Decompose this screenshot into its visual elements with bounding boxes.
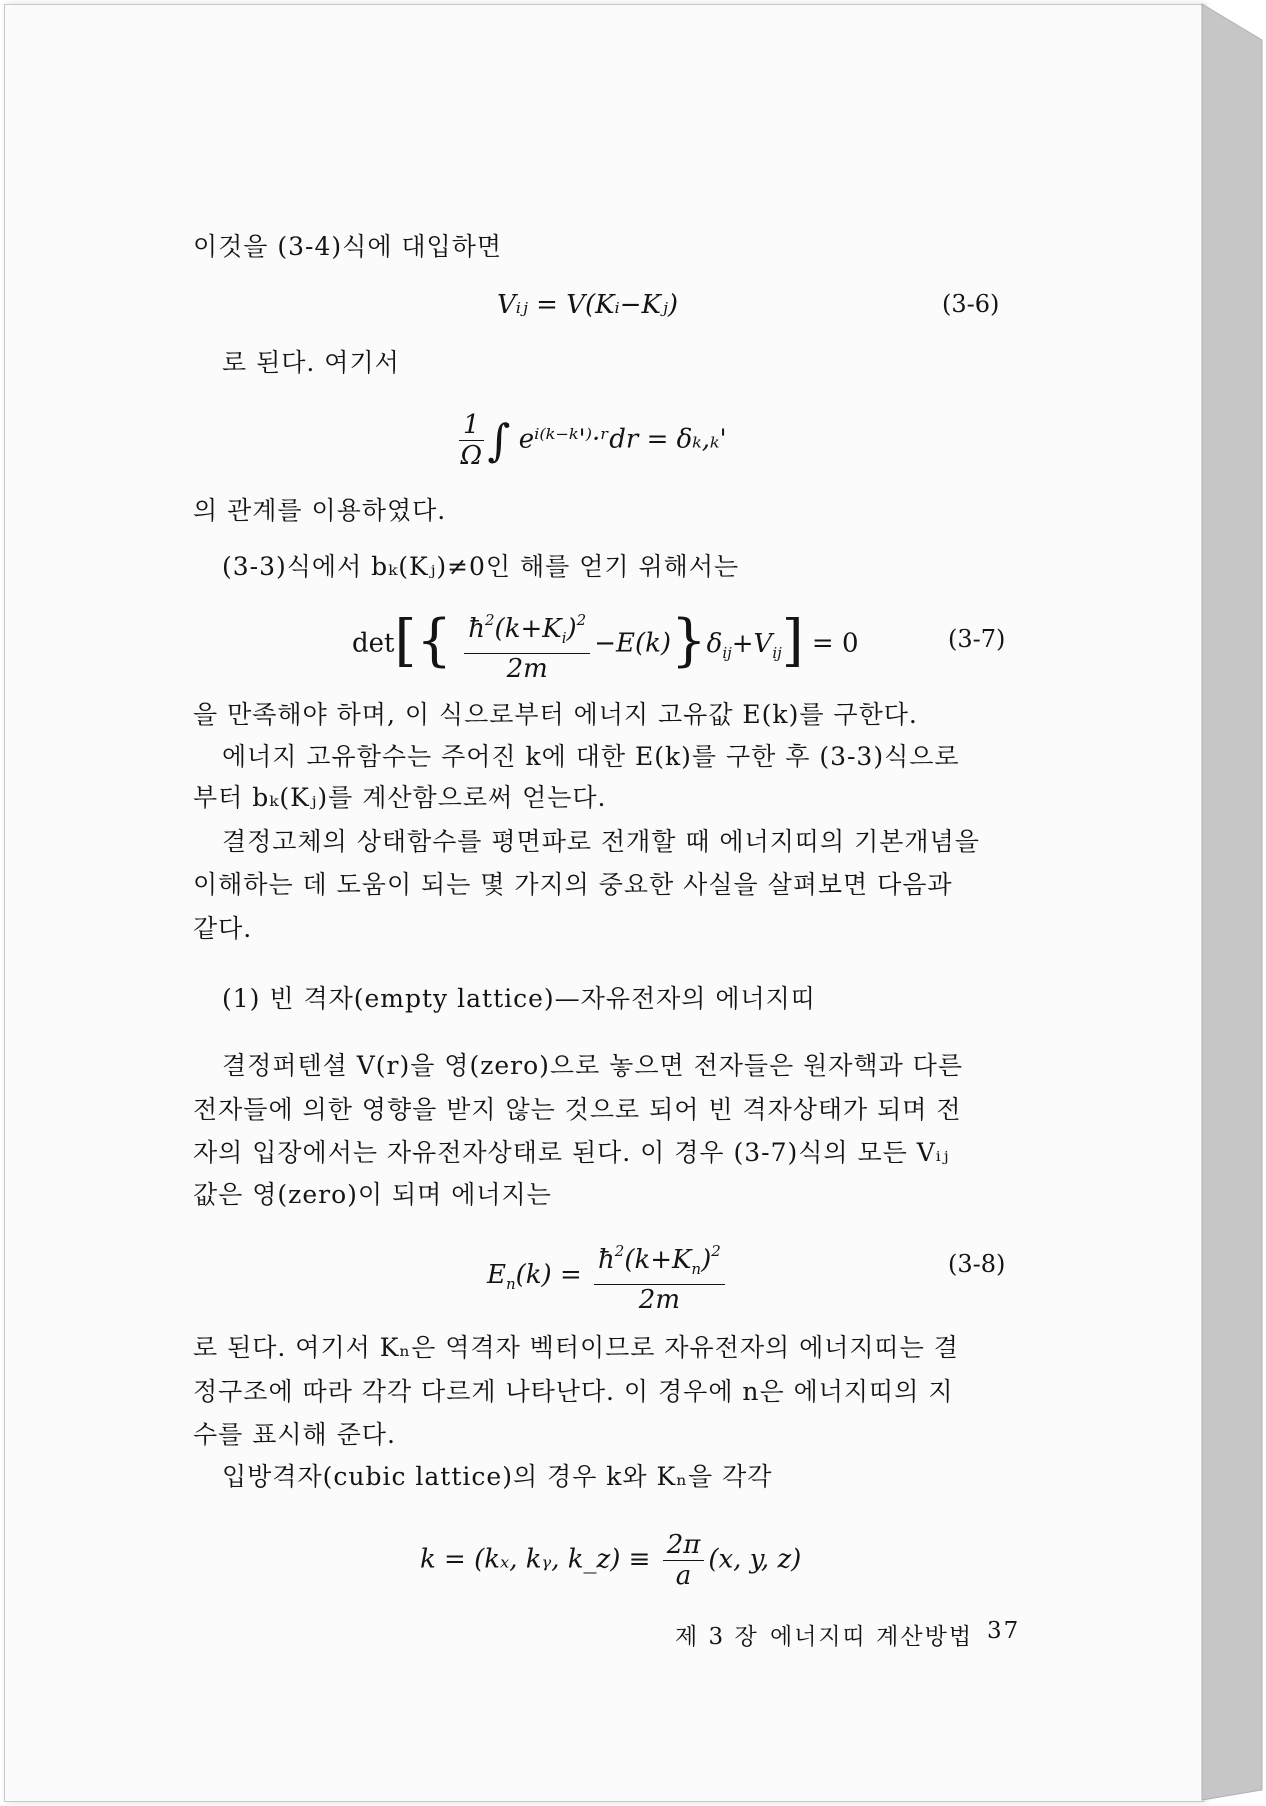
paragraph-text: 값은 영(zero)이 되며 에너지는 <box>193 1180 552 1209</box>
equation-integral: $\frac{1}{\Omega}$ ∫ eⁱ⁽ᵏ⁻ᵏ'⁾·ʳdr = δₖ,ₖ' <box>460 410 727 471</box>
paragraph-text: 을 만족해야 하며, 이 식으로부터 에너지 고유값 E(k)를 구한다. <box>193 700 918 729</box>
paragraph-text: 정구조에 따라 각각 다르게 나타난다. 이 경우에 n은 에너지띠의 지 <box>193 1377 954 1406</box>
fraction-2pi-over-a: $\frac{2\pi}{a}$ <box>663 1530 705 1591</box>
paragraph-text: 결정퍼텐셜 V(r)을 영(zero)으로 놓으면 전자들은 원자핵과 다른 <box>222 1051 963 1080</box>
paragraph-text: 로 된다. 여기서 <box>222 348 400 377</box>
paragraph-text: 에너지 고유함수는 주어진 k에 대한 E(k)를 구한 후 (3-3)식으로 <box>222 742 960 771</box>
paragraph-text: 입방격자(cubic lattice)의 경우 k와 Kₙ을 각각 <box>222 1462 773 1491</box>
paragraph-text: 전자들에 의한 영향을 받지 않는 것으로 되어 빈 격자상태가 되며 전 <box>193 1095 962 1124</box>
page-number: 37 <box>987 1618 1021 1644</box>
section-heading: (1) 빈 격자(empty lattice)—자유전자의 에너지띠 <box>222 984 816 1013</box>
integral-rhs: eⁱ⁽ᵏ⁻ᵏ'⁾·ʳdr = δₖ,ₖ' <box>518 424 727 455</box>
equation-3-6: Vᵢⱼ = V(Kᵢ−Kⱼ) <box>497 290 678 320</box>
equation-k-vector <box>420 1530 801 1591</box>
paragraph-text: 이해하는 데 도움이 되는 몇 가지의 중요한 사실을 살펴보면 다음과 <box>193 870 953 899</box>
equation-number-3-8: (3-8) <box>948 1250 1006 1278</box>
equation-3-7: det[{ $\frac{ħ^2(k+K_i)^2}{2m}$ $-E(k)\}\delta_{ij}+V_{ij}] = 0$ <box>352 605 859 684</box>
paragraph-text: 같다. <box>193 914 253 943</box>
k-vector-lhs: k = (kₓ, kᵧ, k_z) ≡ <box>420 1544 651 1575</box>
equation-3-8: $E_n(k)$ = $\frac{ħ^2(k+K_n)^2}{2m}$ <box>487 1236 729 1315</box>
footer-chapter-title: 에너지띠 계산방법 <box>770 1624 974 1650</box>
k-vector-rhs: (x, y, z) <box>708 1544 802 1575</box>
equation-number-3-7: (3-7) <box>948 625 1006 653</box>
paragraph-text: (3-3)식에서 bₖ(Kⱼ)≠0인 해를 얻기 위해서는 <box>222 552 740 581</box>
equation-number-3-6: (3-6) <box>942 290 1000 318</box>
paragraph-text: 이것을 (3-4)식에 대입하면 <box>193 232 503 261</box>
paragraph-text: 로 된다. 여기서 Kₙ은 역격자 벡터이므로 자유전자의 에너지띠는 결 <box>193 1333 959 1362</box>
paragraph-text: 부터 bₖ(Kⱼ)를 계산함으로써 얻는다. <box>193 783 607 812</box>
paragraph-text: 결정고체의 상태함수를 평면파로 전개할 때 에너지띠의 기본개념을 <box>222 827 980 856</box>
paragraph-text: 의 관계를 이용하였다. <box>193 496 447 525</box>
paragraph-text: 수를 표시해 준다. <box>193 1420 396 1449</box>
paragraph-text: 자의 입장에서는 자유전자상태로 된다. 이 경우 (3-7)식의 모든 Vᵢⱼ <box>193 1138 950 1167</box>
fraction-one-over-omega: $\frac{1}{\Omega}$ <box>460 410 483 471</box>
footer-chapter: 제 3 장 <box>675 1624 759 1650</box>
